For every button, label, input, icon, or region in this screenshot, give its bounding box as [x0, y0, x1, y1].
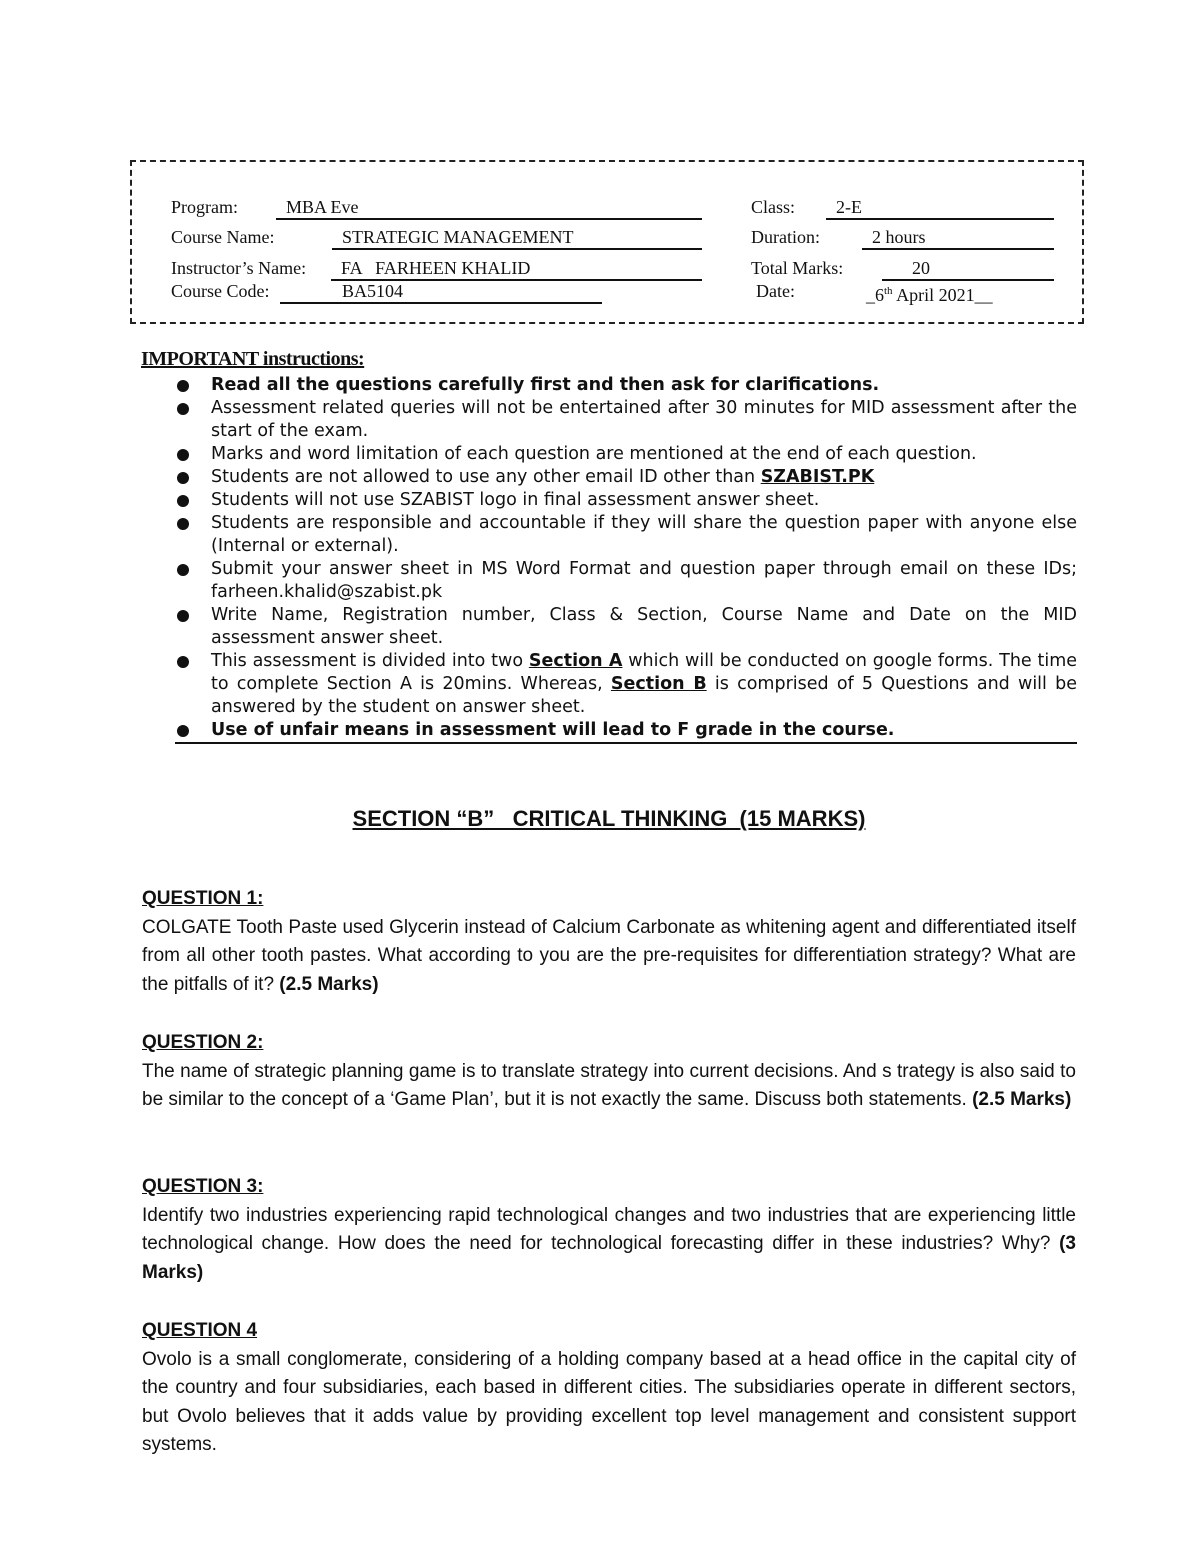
bullet-icon [177, 564, 189, 576]
total-marks-label: Total Marks: [751, 258, 844, 278]
class-value: 2-E [826, 197, 1054, 220]
bullet-icon [177, 610, 189, 622]
section-a-link: Section A [528, 651, 623, 671]
duration-label: Duration: [751, 227, 820, 247]
instruction-item: Students are responsible and accountable if they will share the question paper with anyone else (Internal or external). [175, 512, 1077, 558]
instruction-item: Use of unfair means in assessment will lead to F grade in the course. [175, 719, 1077, 744]
question-1 [142, 885, 1076, 999]
instruction-item: Write Name, Registration number, Class & Section, Course Name and Date on the MID assessment answer sheet. [175, 604, 1077, 650]
question-text: COLGATE Tooth Paste used Glycerin instead of Calcium Carbonate as whitening agent and differentiated itself from all other tooth pastes. What according to you are the pre-requisites for differentiation strategy? What are the pitfalls of it? (2.5 Marks) [142, 916, 1076, 995]
section-title: SECTION “B” CRITICAL THINKING (15 MARKS) [352, 806, 866, 831]
section-b-link: Section B [610, 674, 707, 694]
email-domain: SZABIST.PK [760, 467, 875, 487]
duration-value: 2 hours [862, 227, 1054, 250]
instruction-item: Students are not allowed to use any other email ID other than SZABIST.PK [175, 466, 1077, 489]
question-3 [142, 1173, 1076, 1287]
bullet-icon [177, 725, 189, 737]
class-label: Class: [751, 197, 796, 217]
instruction-item: Students will not use SZABIST logo in final assessment answer sheet. [175, 489, 1077, 512]
instruction-item: Marks and word limitation of each question are mentioned at the end of each question. [175, 443, 1077, 466]
bullet-icon [177, 403, 189, 415]
program-value: MBA Eve [276, 197, 702, 220]
instruction-item: This assessment is divided into two Section A which will be conducted on google forms. The time to complete Section A is 20mins. Whereas, Section B is comprised of 5 Questions and will be answered by the student on answer sheet. [175, 650, 1077, 719]
question-heading: QUESTION 4 [142, 1320, 258, 1341]
bullet-icon [177, 518, 189, 530]
instruction-item: Read all the questions carefully first and then ask for clarifications. [175, 374, 1077, 397]
bullet-icon [177, 380, 189, 392]
question-2 [142, 1029, 1076, 1115]
bullet-icon [177, 495, 189, 507]
question-4 [142, 1317, 1076, 1460]
question-heading: QUESTION 3: [142, 1176, 264, 1197]
instruction-item: Submit your answer sheet in MS Word Format and question paper through email on these IDs; farheen.khalid@szabist.pk [175, 558, 1077, 604]
course-code-value: BA5104 [280, 281, 602, 304]
course-name-value: STRATEGIC MANAGEMENT [332, 227, 702, 250]
total-marks-value: 20 [882, 258, 1054, 281]
bullet-icon [177, 472, 189, 484]
instructions-list [175, 374, 1077, 744]
bullet-icon [177, 449, 189, 461]
course-name-label: Course Name: [171, 227, 275, 247]
instructions-title: IMPORTANT instructions: [141, 348, 365, 370]
instructor-value: FA FARHEEN KHALID [331, 258, 702, 281]
question-text: Identify two industries experiencing rapid technological changes and two industries that are experiencing little technological change. How does the need for technological forecasting differ in these industries? Why? (3 Marks) [142, 1204, 1076, 1283]
course-code-label: Course Code: [171, 281, 270, 301]
date-label: Date: [756, 281, 795, 301]
program-label: Program: [171, 197, 238, 217]
instruction-item: Assessment related queries will not be entertained after 30 minutes for MID assessment after the start of the exam. [175, 397, 1077, 443]
question-heading: QUESTION 2: [142, 1032, 264, 1053]
question-text: The name of strategic planning game is to translate strategy into current decisions. And s trategy is also said to be similar to the concept of a ‘Game Plan’, but it is not exactly the same. Discuss both statements. (2.5 Marks) [142, 1060, 1076, 1110]
instructor-label: Instructor’s Name: [171, 258, 307, 278]
question-text: Ovolo is a small conglomerate, considering of a holding company based at a head office in the capital city of the country and four subsidiaries, each based in different cities. The subsidiaries operate in different sectors, but Ovolo believes that it adds value by providing excellent top level management and consistent support systems. [142, 1348, 1076, 1455]
date-value: _6th April 2021__ [866, 285, 993, 305]
bullet-icon [177, 656, 189, 668]
question-heading: QUESTION 1: [142, 888, 264, 909]
